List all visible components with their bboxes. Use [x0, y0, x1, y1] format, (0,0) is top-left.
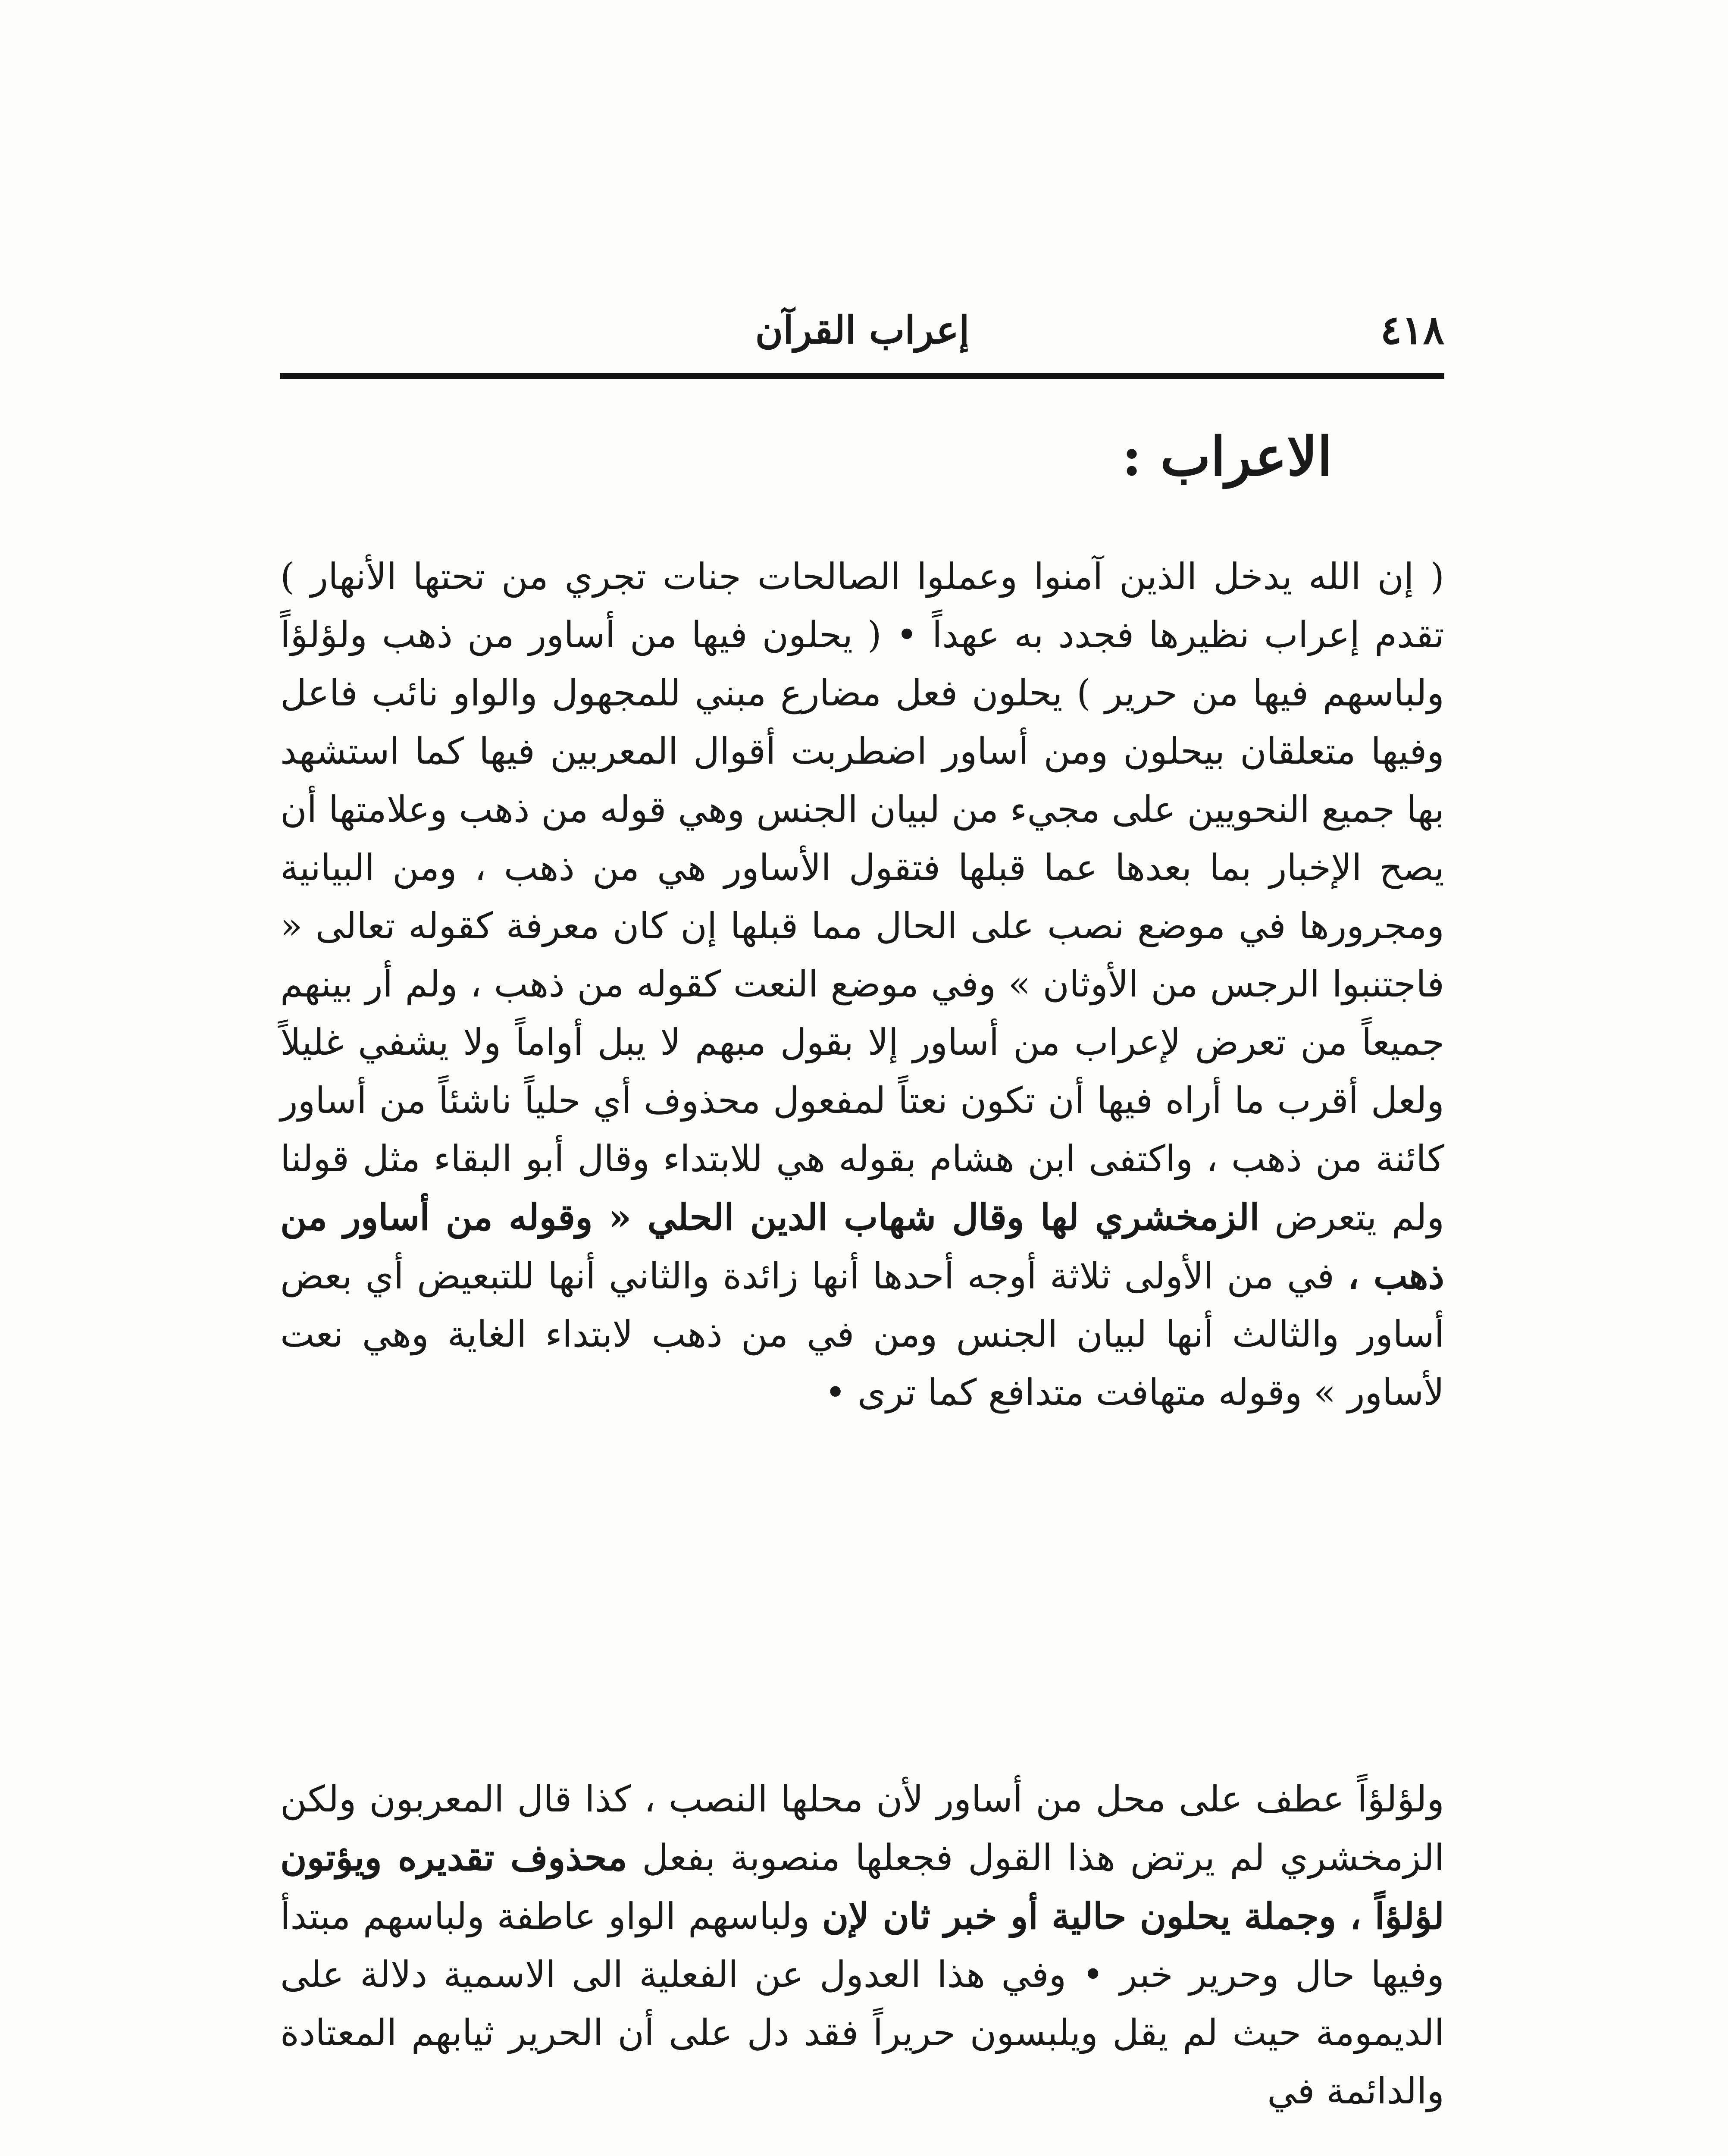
header-rule	[280, 373, 1444, 379]
section-heading: الاعراب :	[1122, 426, 1332, 488]
page-number: ٤١٨	[1380, 307, 1444, 353]
paragraph-2-text: ولؤلؤاً عطف على محل من أساور لأن محلها النصب ، كذا قال المعربون ولكن الزمخشري لم يرتض هذا القول فجعلها منصوبة بفعل	[280, 1778, 1445, 1879]
paragraph-1-text-end: في من الأولى ثلاثة أوجه أحدها أنها زائدة والثاني أنها للتبعيض أي بعض أساور والثالث أنها لبيان الجنس ومن في من ذهب لابتداء الغاية وهي نعت لأساور » وقوله متهافت متدافع كما ترى •	[280, 1255, 1444, 1413]
page-header	[280, 298, 1444, 362]
paragraph-1-text: ( إن الله يدخل الذين آمنوا وعملوا الصالحات جنات تجري من تحتها الأنهار ) تقدم إعراب نظيرها فجدد به عهداً • ( يحلون فيها من أساور من ذهب ولؤلؤاً ولباسهم فيها من حرير ) يحلون فعل مضارع مبني للمجهول والواو نائب فاعل وفيها متعلقان بيحلون ومن أساور اضطربت أقوال المعربين فيها كما استشهد بها جميع النحويين على مجيء من لبيان الجنس وهي قوله من ذهب وعلامتها أن يصح الإخبار بما بعدها عما قبلها فتقول الأساور هي من ذهب ، ومن البيانية ومجرورها في موضع نصب على الحال مما قبلها إن كان معرفة كقوله تعالى « فاجتنبوا الرجس من الأوثان » وفي موضع النعت كقوله من ذهب ، ولم أر بينهم جميعاً من تعرض لإعراب من أساور إلا بقول مبهم لا يبل أواماً ولا يشفي غليلاً ولعل أقرب ما أراه فيها أن تكون نعتاً لمفعول محذوف أي حلياً ناشئاً من أساور كائنة من ذهب ، واكتفى ابن هشام بقوله هي للابتداء وقال أبو البقاء مثل قولنا ولم يتعرض	[280, 555, 1445, 1238]
paragraph-1-bold-text: الزمخشري لها وقال شهاب الدين الحلي « وقوله من أساور من ذهب ،	[280, 1196, 1444, 1297]
paragraph-2-bold-text: محذوف تقديره ويؤتون لؤلؤاً ، وجملة يحلون حالية أو خبر ثان لإن	[280, 1836, 1444, 1937]
running-title: إعراب القرآن	[755, 307, 970, 352]
paragraph-2	[280, 1770, 1444, 2120]
paragraph-1	[280, 548, 1444, 1422]
paragraph-2-text-end: ولباسهم الواو عاطفة ولباسهم مبتدأ وفيها حال وحرير خبر • وفي هذا العدول عن الفعلية الى الاسمية دلالة على الديمومة حيث لم يقل ويلبسون حريراً فقد دل على أن الحرير ثيابهم المعتادة والدائمة في	[280, 1895, 1444, 2112]
